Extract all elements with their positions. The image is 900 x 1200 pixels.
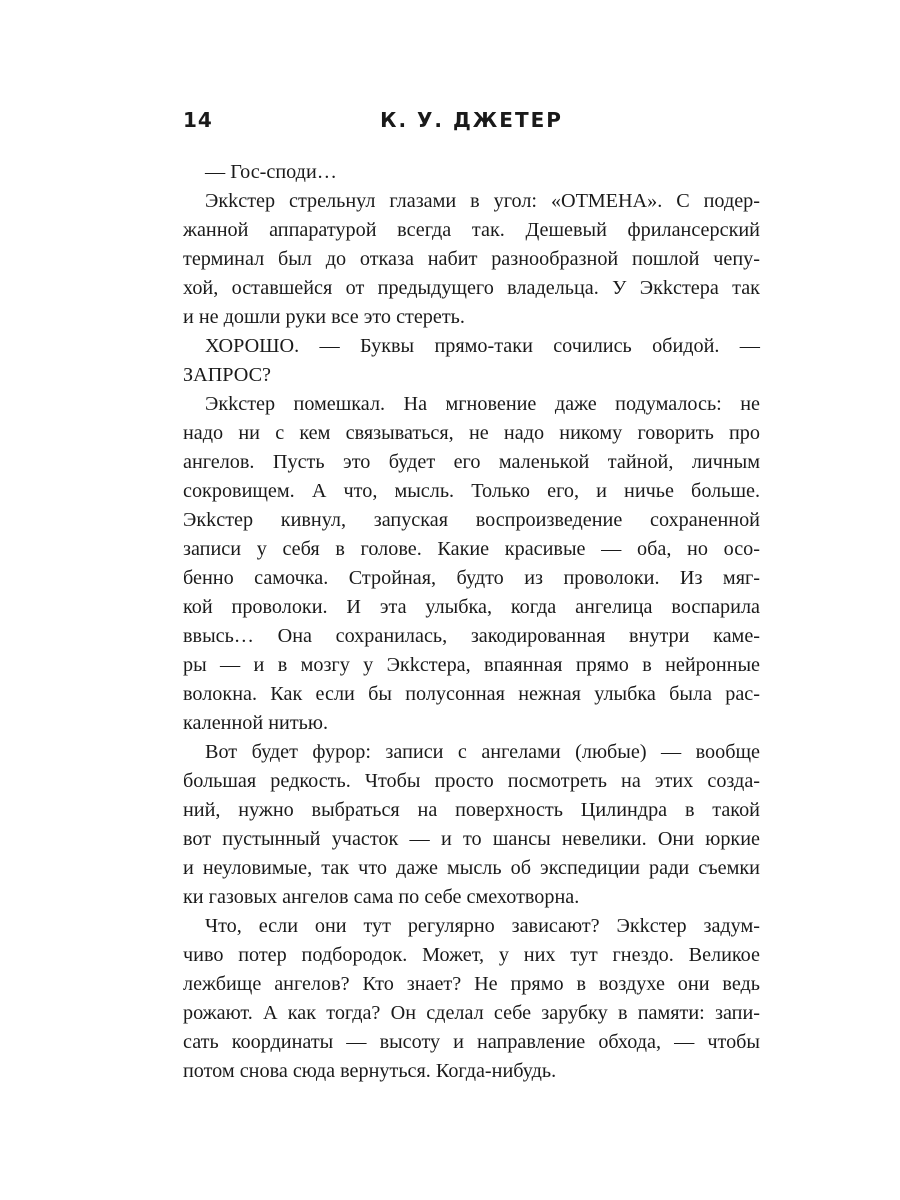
text-line: вот пустынный участок — и то шансы невелики. Они юркие — [183, 828, 760, 850]
paragraph — [183, 390, 760, 738]
text-line: Экkстер кивнул, запуская воспроизведение сохраненной — [183, 509, 760, 531]
paragraph — [183, 332, 760, 390]
page-number: 14 — [183, 108, 213, 132]
text-line: кой проволоки. И эта улыбка, когда ангелица воспарила — [183, 596, 760, 618]
text-line: хой, оставшейся от предыдущего владельца. У Экkстера так — [183, 277, 760, 299]
text-line: записи у себя в голове. Какие красивые — оба, но осо- — [183, 538, 760, 560]
paragraph — [183, 158, 760, 187]
text-line: сать координаты — высоту и направление обхода, — чтобы — [183, 1031, 760, 1053]
page-header — [183, 108, 760, 138]
text-line: рожают. А как тогда? Он сделал себе зарубку в памяти: запи- — [183, 1002, 760, 1024]
text-line: большая редкость. Чтобы просто посмотреть на этих созда- — [183, 770, 760, 792]
text-line: жанной аппаратурой всегда так. Дешевый фрилансерский — [183, 219, 760, 241]
text-line: ХОРОШО. — Буквы прямо-таки сочились обидой. — — [205, 335, 760, 357]
text-line: лежбище ангелов? Кто знает? Не прямо в воздухе они ведь — [183, 973, 760, 995]
text-line: ЗАПРОС? — [183, 364, 271, 386]
text-line: ний, нужно выбраться на поверхность Цилиндра в такой — [183, 799, 760, 821]
text-line: терминал был до отказа набит разнообразной пошлой чепу- — [183, 248, 760, 270]
text-line: потом снова сюда вернуться. Когда-нибудь. — [183, 1060, 557, 1082]
text-line: надо ни с кем связываться, не надо никому говорить про — [183, 422, 760, 444]
text-line: волокна. Как если бы полусонная нежная улыбка была рас- — [183, 683, 760, 705]
text-line: Экkстер стрельнул глазами в угол: «ОТМЕНА». С подер- — [205, 190, 760, 212]
text-line: ки газовых ангелов сама по себе смехотворна. — [183, 886, 580, 908]
text-line: и неуловимые, так что даже мысль об экспедиции ради съемки — [183, 857, 760, 879]
text-line: каленной нитью. — [183, 712, 328, 734]
text-line: ввысь… Она сохранилась, закодированная внутри каме- — [183, 625, 760, 647]
text-line: сокровищем. А что, мысль. Только его, и ничье больше. — [183, 480, 760, 502]
body-text — [183, 158, 760, 1086]
paragraph — [183, 738, 760, 912]
text-line: чиво потер подбородок. Может, у них тут гнездо. Великое — [183, 944, 760, 966]
text-line: Вот будет фурор: записи с ангелами (любые) — вообще — [205, 741, 760, 763]
running-head: К. У. ДЖЕТЕР — [380, 108, 563, 132]
text-line: — Гос-споди… — [205, 161, 337, 183]
paragraph — [183, 912, 760, 1086]
text-line: бенно самочка. Стройная, будто из проволоки. Из мяг- — [183, 567, 760, 589]
text-line: Что, если они тут регулярно зависают? Экkстер задум- — [205, 915, 760, 937]
text-line: ангелов. Пусть это будет его маленькой тайной, личным — [183, 451, 760, 473]
text-line: ры — и в мозгу у Экkстера, впаянная прямо в нейронные — [183, 654, 760, 676]
paragraph — [183, 187, 760, 332]
text-line: Экkстер помешкал. На мгновение даже подумалось: не — [205, 393, 760, 415]
text-line: и не дошли руки все это стереть. — [183, 306, 465, 328]
